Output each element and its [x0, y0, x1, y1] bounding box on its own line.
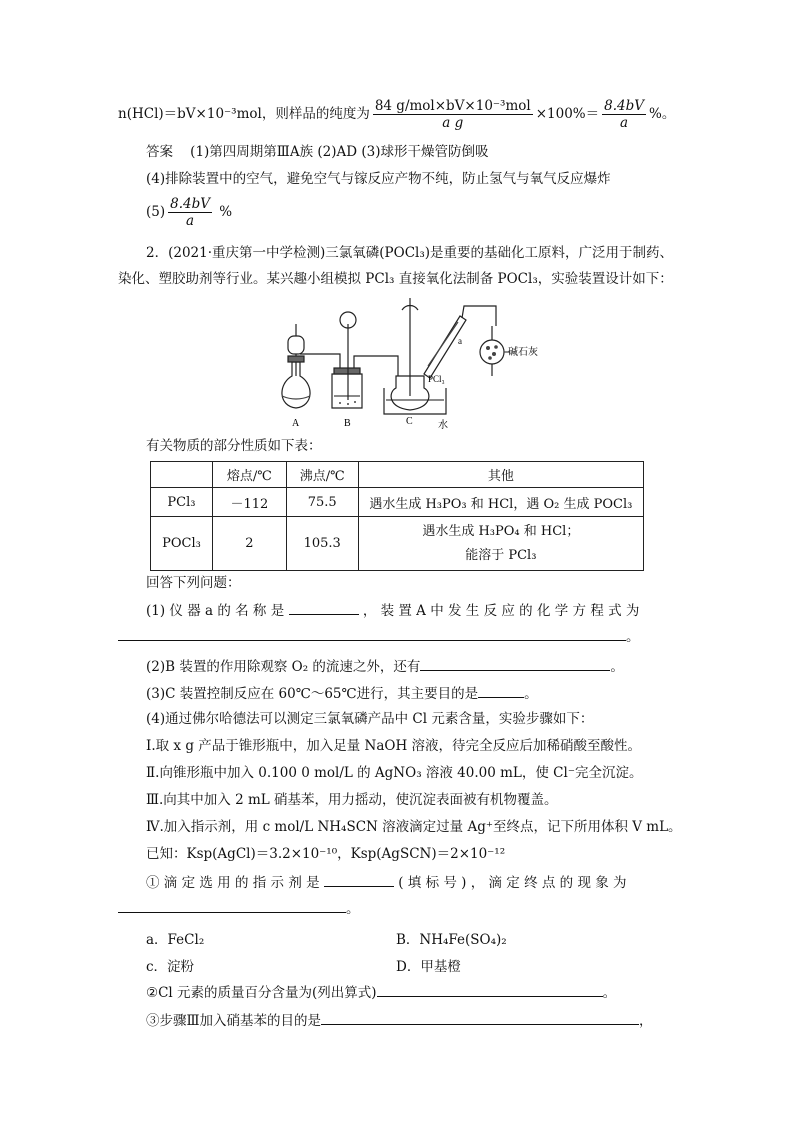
step-3: Ⅲ.向其中加入 2 mL 硝基苯，用力摇动，使沉淀表面被有机物覆盖。	[146, 792, 558, 808]
table-row: PCl₃ －112 75.5 遇水生成 H₃PO₃ 和 HCl，遇 O₂ 生成 POCl₃	[151, 488, 644, 517]
step-2: Ⅱ.向锥形瓶中加入 0.100 0 mol/L 的 AgNO₃ 溶液 40.00 mL，使 Cl⁻完全沉淀。	[146, 765, 643, 781]
apparatus-figure	[270, 296, 570, 430]
result-fraction: $\frac{8.4bV}{a}$	[604, 98, 645, 131]
formula-line: n(HCl)＝bV×10⁻³mol，则样品的纯度为 $\frac{\text{84 g/mol×bV×10⁻³mol}}{\text{a g}}$ ×100%＝ $\frac{8.4bV}{a}$ %。	[118, 98, 676, 131]
answer-blank[interactable]	[118, 626, 626, 641]
answer-blank[interactable]	[420, 656, 610, 671]
answer-blank[interactable]	[324, 872, 394, 887]
label-b: B	[344, 418, 351, 429]
question2-intro-1: 2．(2021·重庆第一中学检测)三氯氧磷(POCl₃)是重要的基础化工原料，广泛用于制药、	[146, 245, 674, 261]
option-b[interactable]: B．NH₄Fe(SO₄)₂	[396, 932, 507, 948]
label-pcl3: PCl₃	[428, 374, 445, 384]
answer-blank[interactable]	[118, 898, 346, 913]
drying-tube	[480, 340, 504, 364]
label-a: A	[292, 418, 300, 429]
water-bath-c	[384, 388, 446, 414]
formula-left: n(HCl)＝bV×10⁻³mol，则样品的纯度为	[118, 106, 370, 122]
properties-table	[150, 461, 644, 571]
answer-blank[interactable]	[321, 1010, 639, 1025]
known-values: 已知：Ksp(AgCl)＝3.2×10⁻¹⁰，Ksp(AgSCN)＝2×10⁻¹²	[146, 846, 506, 862]
option-a[interactable]: a．FeCl₂	[146, 932, 205, 948]
answer-line-1: 答案 (1)第四周期第ⅢA族 (2)AD (3)球形干燥管防倒吸	[146, 144, 489, 160]
label-water: 水	[438, 420, 448, 430]
table-row: POCl₃ 2 105.3 遇水生成 H₃PO₄ 和 HCl； 能溶于 PCl₃	[151, 517, 644, 571]
question2-intro-2: 染化、塑胶助剂等行业。某兴趣小组模拟 PCl₃ 直接氧化法制备 POCl₃，实验装置设计如下：	[118, 271, 673, 287]
answer-prompt: 回答下列问题：	[146, 575, 241, 591]
bottle-b	[332, 374, 362, 408]
label-c: C	[406, 416, 413, 427]
table-header-row: 熔点/℃ 沸点/℃ 其他	[151, 462, 644, 488]
sub-question-3: ③步骤Ⅲ加入硝基苯的目的是 ，	[146, 1010, 653, 1030]
label-condenser: a	[458, 336, 462, 346]
answer-blank[interactable]	[478, 683, 524, 698]
question-4: (4)通过佛尔哈德法可以测定三氯氧磷产品中 Cl 元素含量，实验步骤如下：	[146, 711, 594, 727]
step-4: Ⅳ.加入指示剂，用 c mol/L NH₄SCN 溶液滴定过量 Ag⁺至终点，记下所用体积 V mL。	[146, 819, 682, 835]
answer-blank[interactable]	[289, 600, 359, 615]
option-c[interactable]: c．淀粉	[146, 959, 195, 975]
purity-fraction: $\frac{\text{84 g/mol×bV×10⁻³mol}}{\text{a g}}$	[374, 98, 531, 131]
answer-line-3: (5) $\frac{8.4bV}{a}$ %	[146, 196, 233, 229]
option-d[interactable]: D．甲基橙	[396, 959, 461, 975]
answer-fraction: $\frac{8.4bV}{a}$	[170, 196, 210, 229]
answer-line-2: (4)排除装置中的空气，避免空气与镓反应产物不纯，防止氢气与氧气反应爆炸	[146, 171, 611, 187]
sub-question-1: ① 滴 定 选 用 的 指 示 剂 是 ( 填 标 号 ) ， 滴 定 终 点 的 现 象 为	[146, 872, 627, 892]
funnel-a	[288, 336, 304, 354]
question-2: (2)B 装置的作用除观察 O₂ 的流速之外，还有 。	[146, 656, 624, 676]
answer-blank[interactable]	[377, 982, 603, 997]
sub-question-1-line-2: 。	[118, 898, 360, 918]
question-3: (3)C 装置控制反应在 60℃～65℃进行，其主要目的是 。	[146, 683, 538, 703]
table-intro: 有关物质的部分性质如下表：	[146, 438, 322, 454]
condenser-a	[424, 316, 466, 378]
question-1: (1) 仪 器 a 的 名 称 是 ， 装 置 A 中 发 生 反 应 的 化 学 方 程 式 为	[146, 600, 639, 620]
label-soda-lime: 碱石灰	[508, 347, 538, 358]
question-1-line-2: 。	[118, 626, 640, 646]
answer-label: 答案	[146, 144, 173, 160]
step-1: Ⅰ.取 x g 产品于锥形瓶中，加入足量 NaOH 溶液，待完全反应后加稀硝酸至酸性。	[146, 738, 642, 754]
sub-question-2: ②Cl 元素的质量百分含量为(列出算式) 。	[146, 982, 616, 1002]
